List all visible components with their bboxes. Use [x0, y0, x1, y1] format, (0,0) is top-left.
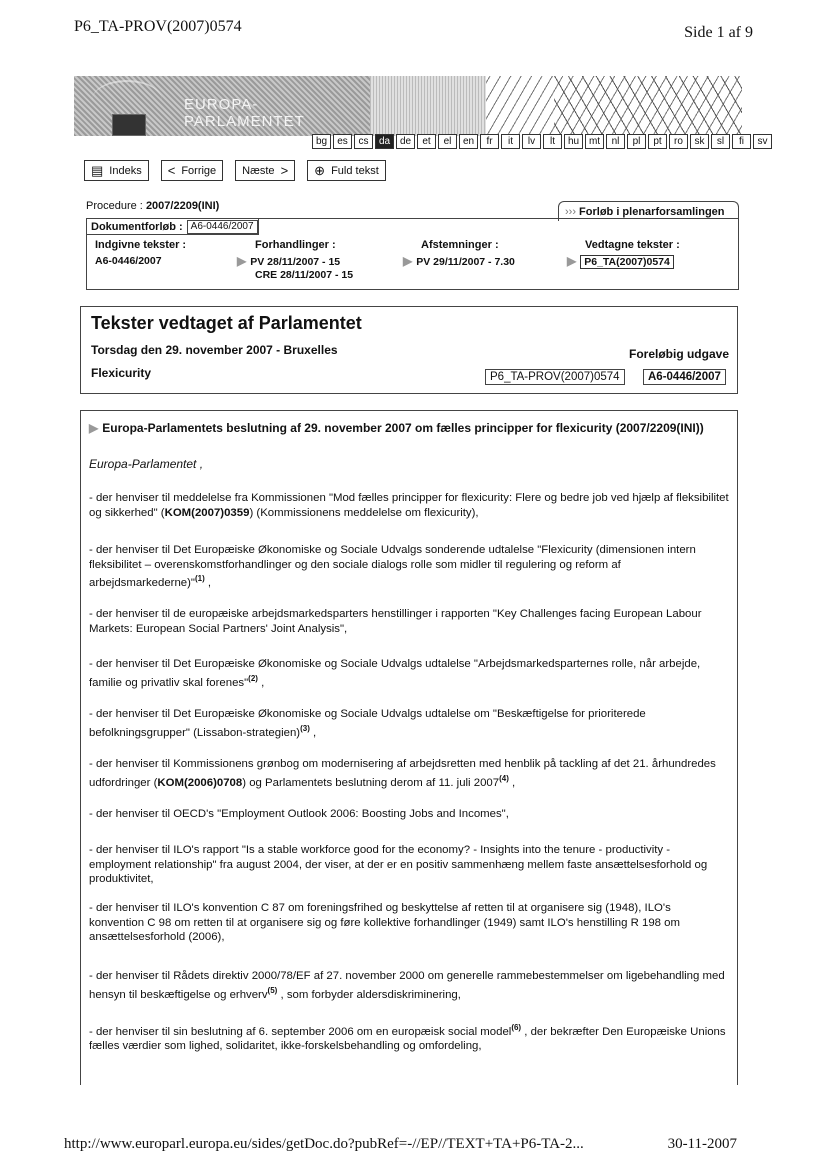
language-pt[interactable]: pt	[648, 134, 667, 149]
page-title: Tekster vedtaget af Parlamentet	[91, 313, 362, 333]
subject: Flexicurity	[91, 366, 152, 380]
arrow-icon: ▶	[567, 254, 577, 268]
submitted-texts: Indgivne tekster : A6-0446/2007	[95, 239, 187, 267]
language-sl[interactable]: sl	[711, 134, 730, 149]
adopted-texts: Vedtagne tekster : ▶ P6_TA(2007)0574	[567, 239, 680, 268]
debates-cre-link[interactable]: CRE 28/11/2007 - 15	[255, 269, 354, 281]
print-header-page: Side 1 af 9	[684, 24, 753, 41]
citation: - der henviser til meddelelse fra Kommissionen "Mod fælles principper for flexicurity: Flere og bedre job ved hjælp af fleksibilitet og sikkerhed" (KOM(2007)0359) (Kommissionens meddelelse om flexicurity),	[89, 492, 729, 519]
submitted-link[interactable]: A6-0446/2007	[95, 255, 162, 267]
resolution-title: ▶ Europa-Parlamentets beslutning af 29. november 2007 om fælles principper for flexicurity (2007/2209(INI))	[89, 421, 704, 435]
banner-title: EUROPA-PARLAMENTET	[184, 96, 305, 130]
nav-toolbar	[84, 160, 386, 181]
next-button[interactable]: Næste >	[235, 160, 295, 181]
footnote-link[interactable]: (1)	[194, 574, 205, 583]
citation: - der henviser til Rådets direktiv 2000/78/EF af 27. november 2000 om generelle rammebestemmelser om ligebehandling med hensyn til beskæftigelse og erhverv$^{(5)}$ , som forbyder aldersdiskriminering,	[89, 970, 725, 1001]
site-banner	[74, 76, 768, 158]
language-et[interactable]: et	[417, 134, 436, 149]
citation: - der henviser til de europæiske arbejdsmarkedsparters henstillinger i rapporten "Key Challenges facing European Labour Markets: European Social Partners' Joint Analysis",	[89, 608, 702, 635]
ref-report-link[interactable]: A6-0446/2007	[643, 369, 726, 385]
language-pl[interactable]: pl	[627, 134, 646, 149]
citation: - der henviser til OECD's "Employment Outlook 2006: Boosting Jobs and Incomes",	[89, 808, 509, 820]
chevron-left-icon: <	[167, 163, 176, 178]
citation: - der henviser til Kommissionens grønbog om modernisering af arbejdsretten med henblik på tackling af det 21. århundredes udfordringer (KOM(2006)0708) og Parlamentets beslutning derom af 11. juli 2007$^{(4)}$ ,	[89, 758, 716, 789]
print-footer-url: http://www.europarl.europa.eu/sides/getDoc.do?pubRef=-//EP//TEXT+TA+P6-TA-2...	[64, 1136, 584, 1152]
language-selector	[312, 134, 772, 149]
ep-logo-icon	[112, 114, 146, 136]
language-fi[interactable]: fi	[732, 134, 751, 149]
language-mt[interactable]: mt	[585, 134, 604, 149]
arrow-icon: ▶	[403, 254, 413, 268]
language-ro[interactable]: ro	[669, 134, 688, 149]
citation: - der henviser til Det Europæiske Økonomiske og Sociale Udvalgs sonderende udtalelse "Flexicurity (dimensionen intern fleksibilitet – overenskomstforhandlinger og den sociale dialogs rolle som midler til regulering og reform af arbejdsmarkederne)"$^{(1)}$ ,	[89, 544, 696, 589]
language-el[interactable]: el	[438, 134, 457, 149]
chevron-right-icon: >	[280, 163, 289, 178]
document-flow-row: Dokumentforløb : A6-0446/2007	[87, 219, 259, 235]
language-da[interactable]: da	[375, 134, 394, 149]
language-lt[interactable]: lt	[543, 134, 562, 149]
citation: - der henviser til Det Europæiske Økonomiske og Sociale Udvalgs udtalelse om "Beskæftigelse for prioriterede befolkningsgrupper" (Lissabon-strategien)$^{(3)}$ ,	[89, 708, 646, 739]
debates: Forhandlinger : ▶ PV 28/11/2007 - 15 CRE 28/11/2007 - 15	[237, 239, 354, 281]
language-fr[interactable]: fr	[480, 134, 499, 149]
votes: Afstemninger : ▶ PV 29/11/2007 - 7.30	[403, 239, 515, 268]
language-it[interactable]: it	[501, 134, 520, 149]
footnote-link[interactable]: (2)	[248, 673, 258, 683]
language-de[interactable]: de	[396, 134, 415, 149]
citation: - der henviser til Det Europæiske Økonomiske og Sociale Udvalgs udtalelse "Arbejdsmarkedsparternes rolle, når arbejde, familie og privatliv skal forenes"$^{(2)}$ ,	[89, 658, 701, 689]
procedure-box	[86, 218, 739, 290]
banner-logo-area[interactable]	[74, 76, 370, 136]
votes-link[interactable]: PV 29/11/2007 - 7.30	[416, 256, 515, 268]
document-icon: ▤	[91, 163, 104, 178]
debates-pv-link[interactable]: PV 28/11/2007 - 15	[250, 256, 341, 268]
footnote-link[interactable]: (3)	[300, 723, 310, 733]
footnote-link[interactable]: (5)	[267, 985, 278, 995]
citation: - der henviser til sin beslutning af 6. september 2006 om en europæisk social model$^{(6)}$ , der bekræfter Den Europæiske Unions fælles værdier som lighed, solidaritet, ikke-forskelsbehandling og omfordeling,	[89, 1023, 726, 1053]
citation: - der henviser til ILO's rapport "Is a stable workforce good for the economy? - Insights into the tenure - productivity - employment relationship" fra august 2004, der viser, at der er en positiv sammenhæng mellem faste ansættelsesforhold og produktivitet,	[89, 844, 708, 885]
adopted-link[interactable]: P6_TA(2007)0574	[580, 255, 674, 269]
resolution-intro: Europa-Parlamentet ,	[89, 457, 204, 471]
procedure-label: Procedure : 2007/2209(INI)	[86, 200, 220, 212]
arrow-icon: ▶	[237, 254, 247, 268]
procedure-value: 2007/2209(INI)	[145, 200, 220, 212]
document-flow-value[interactable]: A6-0446/2007	[187, 220, 258, 234]
plenary-link[interactable]: ››› Forløb i plenarforsamlingen	[558, 201, 739, 221]
print-header-doc-id: P6_TA-PROV(2007)0574	[74, 18, 242, 35]
ref-prov: P6_TA-PROV(2007)0574	[485, 369, 625, 385]
print-footer-date: 30-11-2007	[667, 1136, 737, 1152]
full-text-button[interactable]: ⊕ Fuld tekst	[307, 160, 386, 181]
footnote-link[interactable]: (6)	[511, 1023, 522, 1032]
texts-adopted-box	[80, 306, 738, 394]
resolution-content	[80, 410, 738, 1085]
preliminary-edition: Foreløbig udgave	[628, 347, 729, 361]
language-bg[interactable]: bg	[312, 134, 331, 149]
language-sk[interactable]: sk	[690, 134, 709, 149]
language-sv[interactable]: sv	[753, 134, 772, 149]
language-es[interactable]: es	[333, 134, 352, 149]
index-button[interactable]: ▤ Indeks	[84, 160, 149, 181]
plus-circle-icon: ⊕	[314, 163, 326, 178]
sitting-date: Torsdag den 29. november 2007 - Bruxelles	[91, 343, 338, 357]
language-en[interactable]: en	[459, 134, 478, 149]
language-lv[interactable]: lv	[522, 134, 541, 149]
language-cs[interactable]: cs	[354, 134, 373, 149]
language-hu[interactable]: hu	[564, 134, 583, 149]
citation: - der henviser til ILO's konvention C 87 om foreningsfrihed og beskyttelse af retten til at organisere sig (1948), ILO's konvention C 98 om retten til at organisere sig og føre kollektive forhandlinger (1949) samt ILO's henstilling R 198 om ansættelsesforhold (2006),	[89, 902, 680, 943]
double-arrow-icon: ›››	[565, 206, 580, 218]
previous-button[interactable]: < Forrige	[161, 160, 223, 181]
footnote-link[interactable]: (4)	[499, 773, 509, 783]
language-nl[interactable]: nl	[606, 134, 625, 149]
arrow-icon: ▶	[89, 421, 99, 435]
